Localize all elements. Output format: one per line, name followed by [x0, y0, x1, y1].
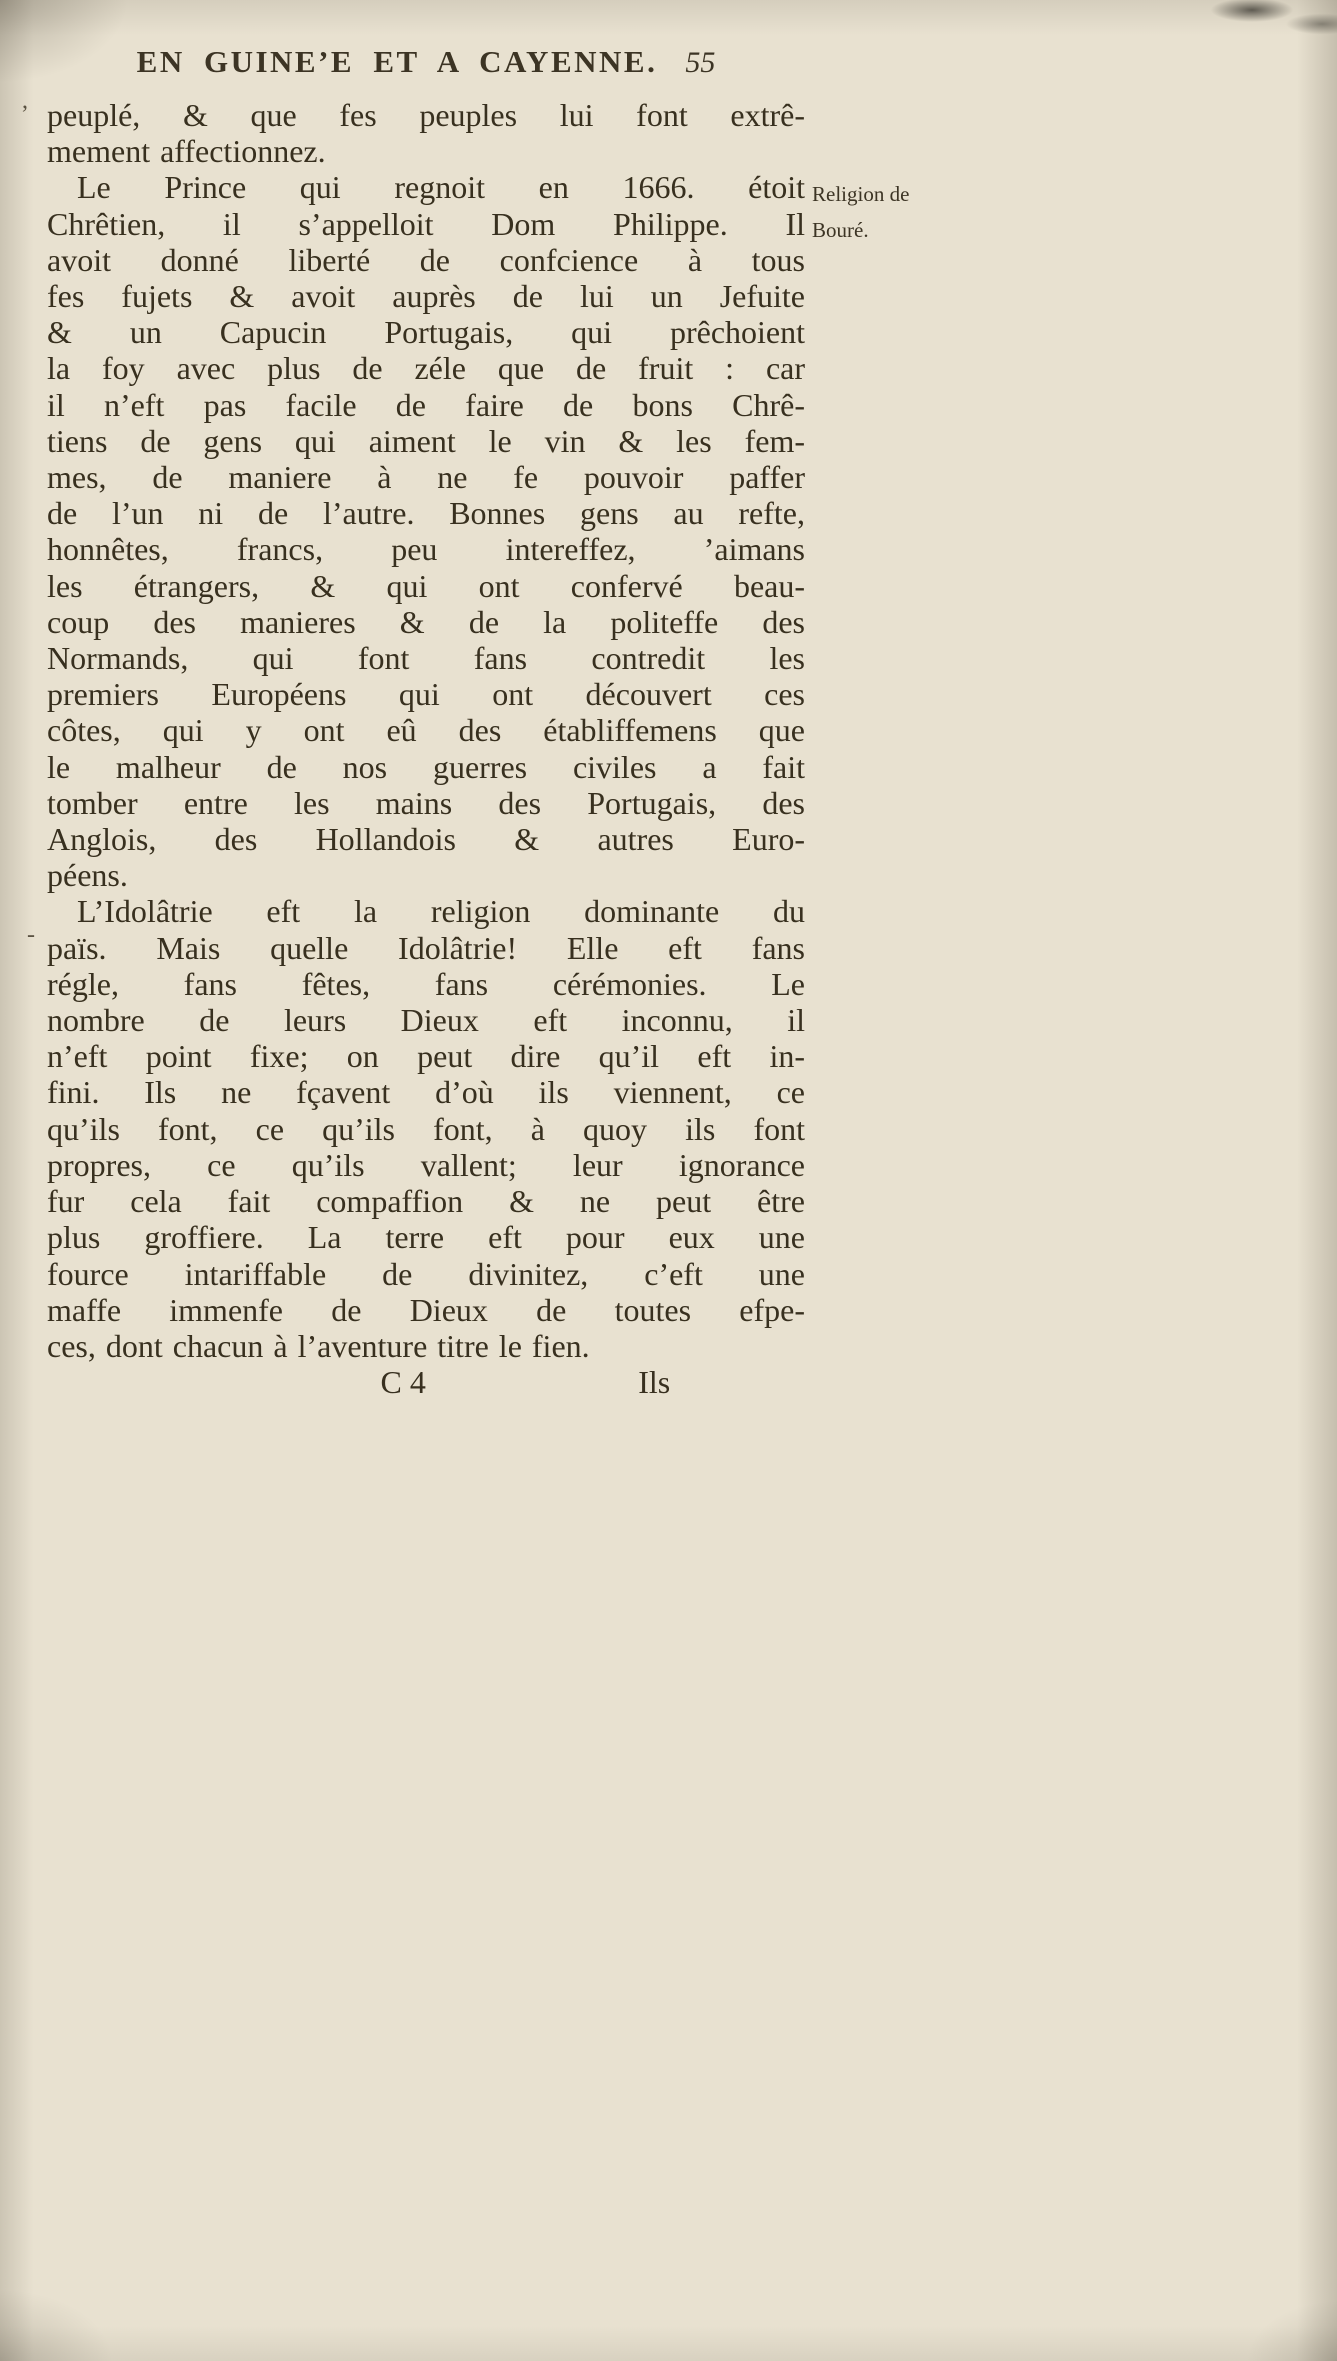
- text-line: Anglois, des Hollandois & autres Euro-: [47, 821, 805, 858]
- text-line: le malheur de nos guerres civiles a fait: [47, 748, 805, 785]
- page-number: 55: [685, 46, 716, 79]
- text-line: fini. Ils ne fçavent d’où ils viennent, ce: [47, 1074, 805, 1111]
- text-line: de l’un ni de l’autre. Bonnes gens au refte,: [47, 495, 805, 532]
- text-line: plus groffiere. La terre eft pour eux une: [47, 1219, 805, 1256]
- text-line: les étrangers, & qui ont confervé beau-: [47, 567, 805, 604]
- text-block: [47, 42, 805, 1401]
- scan-artifact-mark: -: [27, 922, 35, 948]
- text-line: L’Idolâtrie eft la religion dominante du: [77, 893, 805, 930]
- text-line: régle, fans fêtes, fans cérémonies. Le: [47, 965, 805, 1002]
- text-line: premiers Européens qui ont découvert ces: [47, 676, 805, 713]
- text-line: n’eft point fixe; on peut dire qu’il eft in-: [47, 1038, 805, 1075]
- text-line: Le Prince qui regnoit en 1666. étoit: [77, 169, 805, 206]
- text-line: maffe immenfe de Dieux de toutes efpe-: [47, 1291, 805, 1328]
- margin-note-line: Religion de: [812, 182, 910, 206]
- margin-note-line: Bouré.: [812, 218, 869, 242]
- text-line: tomber entre les mains des Portugais, des: [47, 784, 805, 821]
- text-line: qu’ils font, ce qu’ils font, à quoy ils font: [47, 1110, 805, 1147]
- signature-line: [47, 1364, 805, 1401]
- text-line: mes, de maniere à ne fe pouvoir paffer: [47, 459, 805, 496]
- scan-artifact-mark: ,: [22, 88, 28, 114]
- running-header: [47, 42, 805, 83]
- text-line: tiens de gens qui aiment le vin & les fem-: [47, 422, 805, 459]
- text-line: mement affectionnez.: [47, 133, 326, 170]
- text-line: péens.: [47, 857, 128, 894]
- text-line: Chrêtien, il s’appelloit Dom Philippe. Il: [47, 205, 805, 242]
- text-line: fur cela fait compaffion & ne peut être: [47, 1183, 805, 1220]
- catchword: Ils: [638, 1364, 671, 1401]
- text-line: il n’eft pas facile de faire de bons Chrê-: [47, 386, 805, 423]
- text-line: côtes, qui y ont eû des établiffemens que: [47, 712, 805, 749]
- text-line: honnêtes, francs, peu intereffez, ’aimans: [47, 531, 805, 568]
- text-line: peuplé, & que fes peuples lui font extrê-: [47, 97, 805, 133]
- running-header-title: EN GUINE’E ET A CAYENNE.: [136, 44, 658, 79]
- text-line: & un Capucin Portugais, qui prêchoient: [47, 314, 805, 351]
- text-line: propres, ce qu’ils vallent; leur ignorance: [47, 1146, 805, 1183]
- margin-note: [812, 176, 972, 248]
- text-line: la foy avec plus de zéle que de fruit : car: [47, 350, 805, 387]
- text-line: nombre de leurs Dieux eft inconnu, il: [47, 1002, 805, 1039]
- text-line: ces, dont chacun à l’aventure titre le fien.: [47, 1327, 590, 1364]
- text-line: avoit donné liberté de confcience à tous: [47, 241, 805, 278]
- text-line: Normands, qui font fans contredit les: [47, 640, 805, 677]
- text-line: fource intariffable de divinitez, c’eft une: [47, 1255, 805, 1292]
- text-line: païs. Mais quelle Idolâtrie! Elle eft fans: [47, 929, 805, 966]
- body-text: [47, 97, 805, 1364]
- text-line: fes fujets & avoit auprès de lui un Jefuite: [47, 278, 805, 315]
- text-line: coup des manieres & de la politeffe des: [47, 603, 805, 640]
- gathering-mark: C 4: [380, 1364, 426, 1401]
